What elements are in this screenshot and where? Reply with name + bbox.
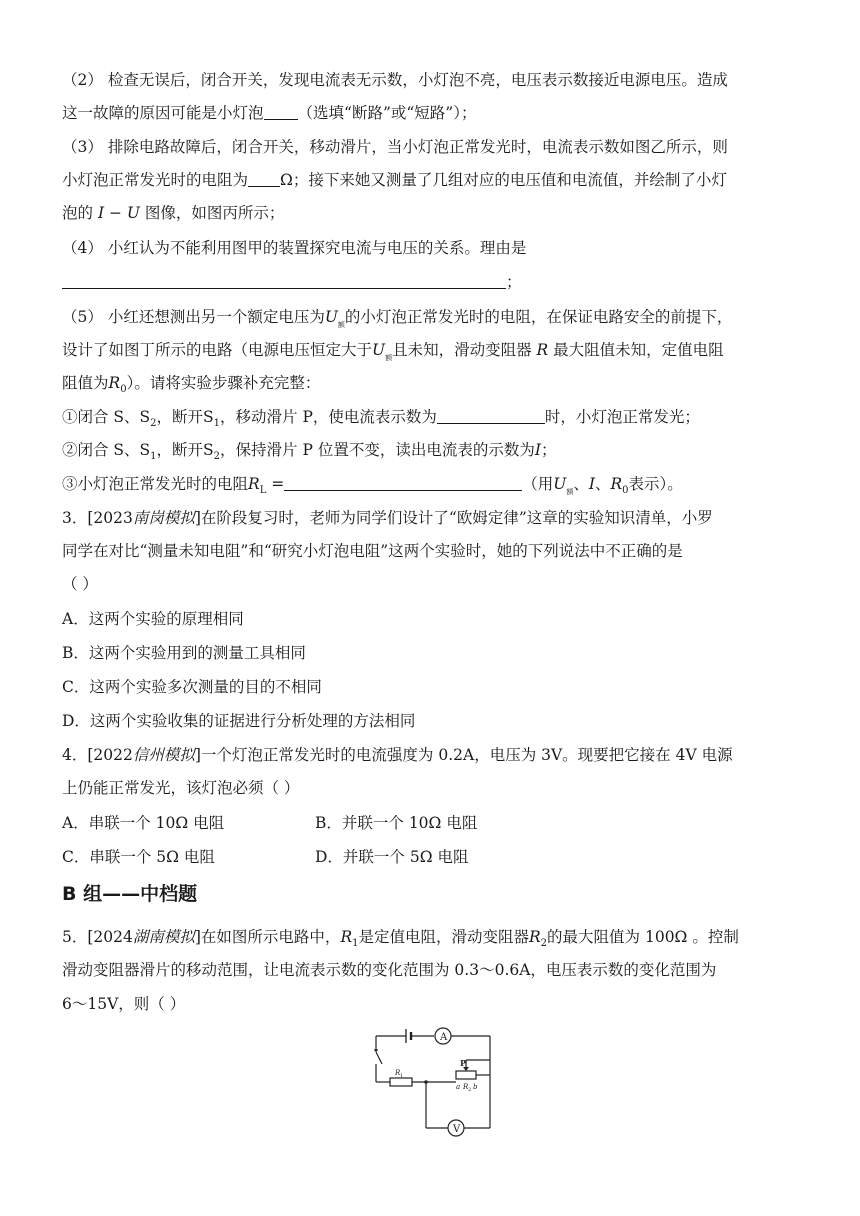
i-symbol: I bbox=[534, 441, 541, 459]
r1-symbol: R bbox=[340, 928, 353, 946]
step2-text-b: ，断开S bbox=[156, 441, 214, 459]
item4-option-b[interactable]: B．并联一个 10Ω 电阻 bbox=[315, 814, 478, 832]
u-rated-sub: 额 bbox=[566, 488, 574, 496]
q5-number: （5） bbox=[62, 308, 103, 326]
option-c-text: C．这两个实验多次测量的目的不相同 bbox=[62, 678, 322, 696]
q5-text-1b: 的小灯泡正常发光时的电阻，在保证电路安全的前提下， bbox=[344, 308, 733, 326]
r2-rheostat bbox=[456, 1071, 476, 1079]
item4-line-1 bbox=[62, 743, 800, 767]
step2-sub-2: 2 bbox=[213, 451, 221, 462]
item3-line-1 bbox=[62, 506, 800, 530]
q4-answer-blank[interactable] bbox=[62, 272, 506, 289]
q2-line-1 bbox=[62, 68, 800, 92]
step1-text-d: 时，小灯泡正常发光； bbox=[544, 408, 700, 426]
step2-text-a: ②闭合 S、S bbox=[62, 441, 151, 459]
p-label: P bbox=[460, 1058, 467, 1068]
r1-resistor bbox=[390, 1078, 412, 1086]
u-rated-sub: 额 bbox=[385, 354, 393, 362]
item3-source: 南岗模拟 bbox=[132, 509, 195, 527]
item5-line-3 bbox=[62, 992, 800, 1016]
item3-option-d[interactable] bbox=[62, 709, 800, 733]
step3-answer-blank[interactable] bbox=[284, 474, 522, 491]
step2-text-c: ，保持滑片 P 位置不变，读出电流表的示数为 bbox=[220, 441, 535, 459]
item3-text-1: ]在阶段复习时，老师为同学们设计了“欧姆定律”这章的实验知识清单，小罗 bbox=[194, 509, 713, 527]
q4-line-end: ； bbox=[506, 273, 522, 291]
q2-answer-blank[interactable] bbox=[264, 103, 298, 120]
step2-text-d: ； bbox=[540, 441, 557, 459]
r0-sub: 0 bbox=[120, 384, 127, 395]
r2-label: R bbox=[463, 1083, 469, 1091]
q3-text-3b: 图像，如图丙所示； bbox=[144, 204, 285, 222]
item5-line-2 bbox=[62, 958, 800, 982]
r2-label-sub: 2 bbox=[468, 1087, 472, 1093]
item5-lead: 5．[2024 bbox=[62, 928, 133, 946]
r2-sub: 2 bbox=[540, 938, 548, 949]
q5-line-1 bbox=[62, 305, 800, 337]
q4-line-2 bbox=[62, 270, 800, 294]
r1-sub: 1 bbox=[352, 938, 359, 949]
item3-text-2: 同学在对比“测量未知电阻”和“研究小灯泡电阻”这两个实验时，她的下列说法中不正确的是 bbox=[62, 542, 683, 560]
r1-label: R bbox=[395, 1069, 401, 1077]
q3-text-3a: 泡的 bbox=[62, 204, 94, 222]
section-heading: B 组——中档题 bbox=[62, 883, 198, 905]
r0-symbol: R bbox=[108, 374, 121, 392]
q3-line-2 bbox=[62, 168, 800, 192]
q5-text-2c: 最大阻值未知，定值电阻 bbox=[553, 341, 724, 359]
item3-bracket: （ ） bbox=[62, 575, 98, 593]
item4-option-a[interactable]: A．串联一个 10Ω 电阻 bbox=[62, 814, 225, 832]
ammeter-label: A bbox=[440, 1032, 448, 1043]
item5-line-1 bbox=[62, 925, 800, 956]
item3-lead: 3．[2023 bbox=[62, 509, 133, 527]
step1-text-b: ，断开S bbox=[156, 408, 214, 426]
option-d-text: D．这两个实验收集的证据进行分析处理的方法相同 bbox=[62, 712, 416, 730]
step3-text-b: （用 bbox=[522, 475, 554, 493]
item5-text-1c: 的最大阻值为 100Ω 。控制 bbox=[547, 928, 739, 946]
item4-lead: 4．[2022 bbox=[62, 746, 133, 764]
q3-line-1 bbox=[62, 135, 800, 159]
item3-line-3 bbox=[62, 572, 800, 596]
step3-text-e: 表示）。 bbox=[628, 475, 683, 493]
item4-line-2 bbox=[62, 776, 800, 800]
i-symbol: I bbox=[588, 475, 595, 493]
item5-text-3: 6～15V，则（ ） bbox=[62, 995, 186, 1013]
a-label: a bbox=[456, 1083, 461, 1091]
u-rated-symbol: U bbox=[324, 308, 338, 326]
step3-text-a: ③小灯泡正常发光时的电阻 bbox=[62, 475, 249, 493]
item5-text-2: 滑动变阻器滑片的移动范围，让电流表示数的变化范围为 0.3～0.6A，电压表示数的变化范围为 bbox=[62, 961, 717, 979]
step3-text-c: 、 bbox=[573, 475, 589, 493]
item3-line-2 bbox=[62, 539, 800, 563]
item3-option-a[interactable] bbox=[62, 607, 800, 631]
r-symbol: R bbox=[536, 341, 549, 359]
step3-text-d: 、 bbox=[594, 475, 611, 493]
u-rated-symbol: U bbox=[553, 475, 567, 493]
q3-answer-blank[interactable] bbox=[248, 170, 280, 187]
option-a-text: A．这两个实验的原理相同 bbox=[62, 610, 244, 628]
item4-option-c[interactable]: C．串联一个 5Ω 电阻 bbox=[62, 848, 215, 866]
q3-text-2b: Ω；接下来她又测量了几组对应的电压值和电流值，并绘制了小灯 bbox=[280, 171, 727, 189]
q5-text-2a: 设计了如图丁所示的电路（电源电压恒定大于 bbox=[62, 341, 373, 359]
item4-options-row-2 bbox=[62, 845, 800, 869]
q5-text-1a: 小红还想测出另一个额定电压为 bbox=[107, 308, 325, 326]
q2-text-2b: （选填“断路”或“短路”）； bbox=[297, 104, 477, 122]
q4-line-1 bbox=[62, 236, 800, 260]
item4-source: 信州模拟 bbox=[132, 746, 195, 764]
q2-number: （2） bbox=[62, 71, 103, 89]
q5-text-2b: 且未知，滑动变阻器 bbox=[392, 341, 532, 359]
rl-sub: L bbox=[259, 485, 267, 496]
item4-option-d[interactable]: D．并联一个 5Ω 电阻 bbox=[315, 848, 469, 866]
step1-text-c: ，移动滑片 P，使电流表示数为 bbox=[220, 408, 437, 426]
item4-text-1: ]一个灯泡正常发光时的电流强度为 0.2A，电压为 3V。现要把它接在 4V 电源 bbox=[194, 746, 733, 764]
item5-source: 湖南模拟 bbox=[132, 928, 195, 946]
q5-text-3a: 阻值为 bbox=[62, 374, 109, 392]
option-b-text: B．这两个实验用到的测量工具相同 bbox=[62, 644, 306, 662]
b-label: b bbox=[473, 1083, 478, 1091]
step1-sub-1: 2 bbox=[150, 418, 157, 429]
item3-option-b[interactable] bbox=[62, 641, 800, 665]
voltmeter-label: V bbox=[453, 1124, 461, 1135]
u-rated-symbol: U bbox=[372, 341, 386, 359]
q5-text-3b: ）。请将实验步骤补充完整： bbox=[126, 374, 321, 392]
q5-step-2 bbox=[62, 438, 800, 469]
rl-symbol: R bbox=[248, 475, 260, 493]
item4-options-row-1 bbox=[62, 811, 800, 835]
item3-option-c[interactable] bbox=[62, 675, 800, 699]
circuit-diagram bbox=[356, 1024, 504, 1140]
switch-contact bbox=[374, 1048, 377, 1051]
junction-node bbox=[424, 1080, 428, 1084]
r0-symbol: R bbox=[610, 475, 623, 493]
q3-number: （3） bbox=[62, 138, 103, 156]
item5-text-1a: ]在如图所示电路中， bbox=[194, 928, 341, 946]
q3-text-1: 排除电路故障后，闭合开关，移动滑片，当小灯泡正常发光时，电流表示数如图乙所示，则 bbox=[107, 138, 728, 156]
i-u-math: I − U bbox=[97, 204, 140, 222]
equals-sign: = bbox=[266, 475, 285, 493]
q5-line-2 bbox=[62, 338, 800, 370]
switch-lever bbox=[376, 1052, 382, 1064]
step1-sub-2: 1 bbox=[213, 418, 221, 429]
q5-step-3 bbox=[62, 472, 800, 504]
item5-text-1b: 是定值电阻，滑动变阻器 bbox=[358, 928, 529, 946]
step1-text-a: ①闭合 S、S bbox=[62, 408, 151, 426]
r0-sub: 0 bbox=[622, 485, 629, 496]
q5-line-3 bbox=[62, 371, 800, 402]
item4-text-2: 上仍能正常发光，该灯泡必须（ ） bbox=[62, 779, 300, 797]
q2-text-1: 检查无误后，闭合开关，发现电流表无示数，小灯泡不亮，电压表示数接近电源电压。造成 bbox=[107, 71, 728, 89]
q4-number: （4） bbox=[62, 239, 103, 257]
r1-label-sub: 1 bbox=[400, 1073, 404, 1079]
q3-text-2a: 小灯泡正常发光时的电阻为 bbox=[62, 171, 249, 189]
q5-step-1 bbox=[62, 405, 800, 436]
q2-text-2a: 这一故障的原因可能是小灯泡 bbox=[62, 104, 264, 122]
q2-line-2 bbox=[62, 101, 800, 125]
step1-answer-blank[interactable] bbox=[437, 407, 545, 424]
q3-line-3 bbox=[62, 201, 800, 225]
q4-text-1: 小红认为不能利用图甲的装置探究电流与电压的关系。理由是 bbox=[107, 239, 527, 257]
step2-sub-1: 1 bbox=[150, 451, 157, 462]
r2-symbol: R bbox=[529, 928, 541, 946]
u-rated-sub: 额 bbox=[337, 321, 345, 329]
